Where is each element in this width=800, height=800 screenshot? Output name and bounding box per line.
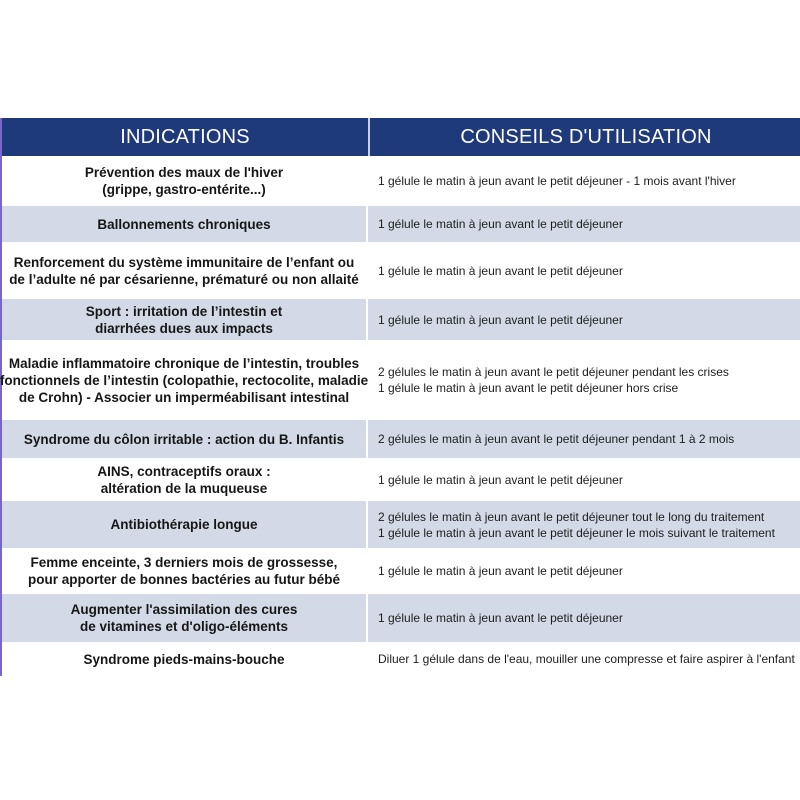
conseil-text: 1 gélule le matin à jeun avant le petit déjeuner xyxy=(378,217,623,231)
table-row xyxy=(2,594,800,642)
indication-text: Syndrome pieds-mains-bouche xyxy=(83,651,285,667)
table-row xyxy=(2,340,800,420)
indication-text: Femme enceinte, 3 derniers mois de grossesse, xyxy=(30,555,338,570)
conseils-header: CONSEILS D'UTILISATION xyxy=(460,125,712,148)
conseil-text: 1 gélule le matin à jeun avant le petit déjeuner xyxy=(378,564,623,578)
indication-cell xyxy=(2,420,368,458)
indication-text: Sport : irritation de l’intestin et xyxy=(85,303,283,319)
indication-text: Renforcement du système immunitaire de l’enfant ou xyxy=(13,254,355,270)
indication-cell xyxy=(2,299,368,340)
indication-text: (grippe, gastro-entérite...) xyxy=(102,182,266,197)
conseil-cell xyxy=(368,420,800,458)
table-row xyxy=(2,458,800,501)
indication-text: Augmenter l'assimilation des cures xyxy=(70,602,298,617)
conseil-text: 2 gélules le matin à jeun avant le petit déjeuner pendant les crises xyxy=(378,365,729,379)
table-row xyxy=(2,548,800,594)
conseil-cell xyxy=(368,206,800,242)
indication-text: Syndrome du côlon irritable : action du B. Infantis xyxy=(23,431,345,447)
indication-text: Antibiothérapie longue xyxy=(110,517,258,532)
conseil-cell xyxy=(368,340,800,420)
indications-header: INDICATIONS xyxy=(2,118,370,156)
table-row xyxy=(2,156,800,206)
usage-table xyxy=(0,118,800,676)
table-header xyxy=(2,118,800,156)
table-row xyxy=(2,642,800,676)
conseil-cell xyxy=(368,299,800,340)
indication-cell xyxy=(2,156,368,206)
conseil-text: 1 gélule le matin à jeun avant le petit déjeuner le mois suivant le traitement xyxy=(378,525,775,540)
indication-cell xyxy=(2,642,368,676)
indication-cell xyxy=(2,594,368,642)
conseil-text: 1 gélule le matin à jeun avant le petit déjeuner xyxy=(378,312,623,327)
conseil-cell xyxy=(368,594,800,642)
table-row xyxy=(2,420,800,458)
indication-text: de vitamines et d'oligo-éléments xyxy=(79,619,288,634)
indication-cell xyxy=(2,548,368,594)
conseil-cell xyxy=(368,642,800,676)
indication-text: de Crohn) - Associer un imperméabilisant intestinal xyxy=(18,389,350,405)
table-row xyxy=(2,299,800,340)
indication-cell xyxy=(2,458,368,501)
conseil-text: Diluer 1 gélule dans de l'eau, mouiller une compresse et faire aspirer à l'enfant xyxy=(378,652,795,666)
conseil-text: 1 gélule le matin à jeun avant le petit déjeuner hors crise xyxy=(378,381,679,395)
indication-text: altération de la muqueuse xyxy=(100,480,268,496)
indication-text: diarrhées dues aux impacts xyxy=(95,320,273,336)
conseil-cell xyxy=(368,458,800,501)
indication-text: AINS, contraceptifs oraux : xyxy=(97,463,271,479)
indication-text: Prévention des maux de l'hiver xyxy=(84,165,284,180)
conseil-text: 1 gélule le matin à jeun avant le petit déjeuner xyxy=(378,472,623,487)
conseil-text: 2 gélules le matin à jeun avant le petit déjeuner pendant 1 à 2 mois xyxy=(378,432,735,446)
conseil-text: 2 gélules le matin à jeun avant le petit déjeuner tout le long du traitement xyxy=(378,509,765,524)
conseil-cell xyxy=(368,242,800,299)
table-row xyxy=(2,242,800,299)
indication-text: pour apporter de bonnes bactéries au futur bébé xyxy=(27,572,341,587)
indication-text: de l’adulte né par césarienne, prématuré ou non allaité xyxy=(9,271,359,287)
indication-text: Ballonnements chroniques xyxy=(97,216,271,232)
conseil-cell xyxy=(368,548,800,594)
conseil-text: 1 gélule le matin à jeun avant le petit déjeuner xyxy=(378,263,623,278)
table-body xyxy=(2,156,800,676)
table-row xyxy=(2,501,800,548)
conseil-cell xyxy=(368,501,800,548)
conseil-text: 1 gélule le matin à jeun avant le petit déjeuner - 1 mois avant l'hiver xyxy=(378,174,736,188)
indication-cell xyxy=(2,501,368,548)
conseil-cell xyxy=(368,156,800,206)
indication-cell xyxy=(2,242,368,299)
indication-cell xyxy=(2,206,368,242)
conseil-text: 1 gélule le matin à jeun avant le petit déjeuner xyxy=(378,611,623,625)
indication-cell xyxy=(2,340,368,420)
indication-text: fonctionnels de l’intestin (colopathie, rectocolite, maladie xyxy=(0,372,369,388)
table-row xyxy=(2,206,800,242)
indication-text: Maladie inflammatoire chronique de l’intestin, troubles xyxy=(8,355,360,371)
